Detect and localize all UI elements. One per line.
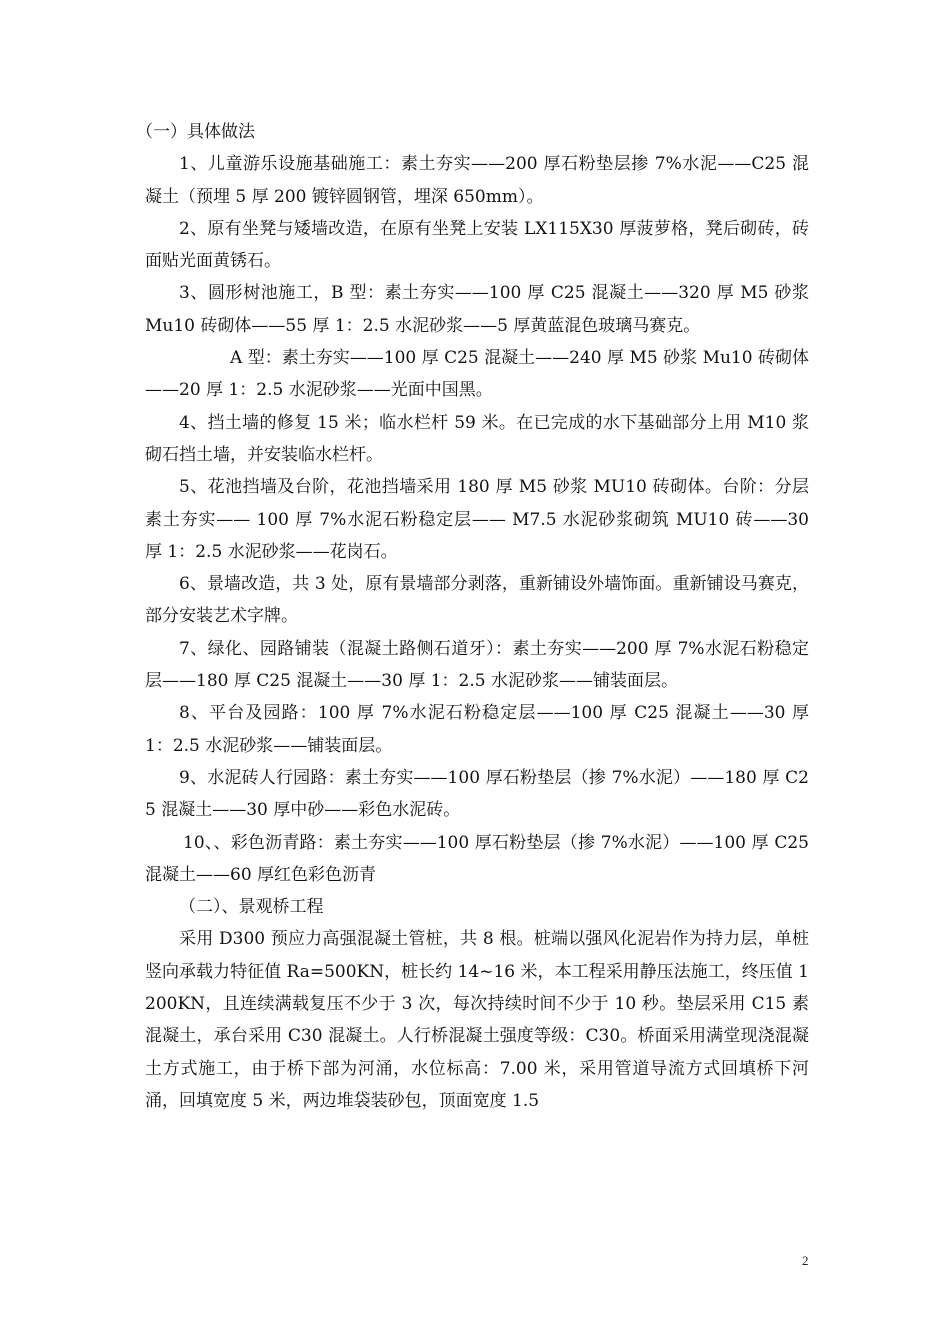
page-number: 2 <box>802 1253 809 1268</box>
paragraph-item-7: 7、绿化、园路铺装（混凝土路侧石道牙）：素土夯实——200 厚 7%水泥石粉稳定层——180 厚 C25 混凝土——30 厚 1：2.5 水泥砂浆——铺装面层。 <box>145 638 809 692</box>
paragraph-item-2: 2、原有坐凳与矮墙改造，在原有坐凳上安装 LX115X30 厚菠萝格，凳后砌砖，砖面贴光面黄锈石。 <box>145 218 809 272</box>
paragraph-item-4: 4、挡土墙的修复 15 米；临水栏杆 59 米。在已完成的水下基础部分上用 M10 浆砌石挡土墙，并安装临水栏杆。 <box>145 412 809 465</box>
paragraph-item-3-type-a: A 型：素土夯实——100 厚 C25 混凝土——240 厚 M5 砂浆 Mu10 砖砌体——20 厚 1：2.5 水泥砂浆——光面中国黑。 <box>145 348 809 401</box>
section-2-heading: （二）、景观桥工程 <box>179 897 324 918</box>
paragraph-item-1: 1、儿童游乐设施基础施工：素土夯实——200 厚石粉垫层掺 7%水泥——C25 混凝土（预埋 5 厚 200 镀锌圆钢管，埋深 650mm）。 <box>145 154 809 207</box>
paragraph-item-3: 3、圆形树池施工，B 型：素土夯实——100 厚 C25 混凝土——320 厚 M5 砂浆 Mu10 砖砌体——55 厚 1：2.5 水泥砂浆——5 厚黄蓝混色玻璃马赛克。 <box>145 283 809 336</box>
paragraph-item-8: 8、平台及园路：100 厚 7%水泥石粉稳定层——100 厚 C25 混凝土——30 厚 1：2.5 水泥砂浆——铺装面层。 <box>145 703 809 756</box>
paragraph-item-5: 5、花池挡墙及台阶，花池挡墙采用 180 厚 M5 砂浆 MU10 砖砌体。台阶：分层素土夯实—— 100 厚 7%水泥石粉稳定层—— M7.5 水泥砂浆砌筑 MU10 砖——30 厚 1：2.5 水泥砂浆——花岗石。 <box>145 477 809 562</box>
paragraph-item-6: 6、景墙改造，共 3 处，原有景墙部分剥落，重新铺设外墙饰面。重新铺设马赛克，部分安装艺术字牌。 <box>145 574 809 627</box>
section-1-heading: （一）具体做法 <box>136 122 255 142</box>
paragraph-item-10: 10、、彩色沥青路：素土夯实——100 厚石粉垫层（掺 7%水泥）——100 厚 C25 混凝土——60 厚红色彩色沥青 <box>145 832 809 885</box>
section-2-body: 采用 D300 预应力高强混凝土管桩，共 8 根。桩端以强风化泥岩作为持力层，单桩竖向承载力特征值 Ra=500KN，桩长约 14~16 米，本工程采用静压法施工，终压值 1200KN，且连续满载复压不少于 3 次，每次持续时间不少于 10 秒。垫层采用 C15 素混凝土，承台采用 C30 混凝土。人行桥混凝土强度等级：C30。桥面采用满堂现浇混凝土方式施工，由于桥下部为河涌，水位标高：7.00 米，采用管道导流方式回填桥下河涌，回填宽度 5 米，两边堆袋装砂包，顶面宽度 1.5 <box>145 929 809 1111</box>
paragraph-item-9: 9、水泥砖人行园路：素土夯实——100 厚石粉垫层（掺 7%水泥）——180 厚 C25 混凝土——30 厚中砂——彩色水泥砖。 <box>145 767 809 821</box>
document-body <box>136 116 809 1117</box>
